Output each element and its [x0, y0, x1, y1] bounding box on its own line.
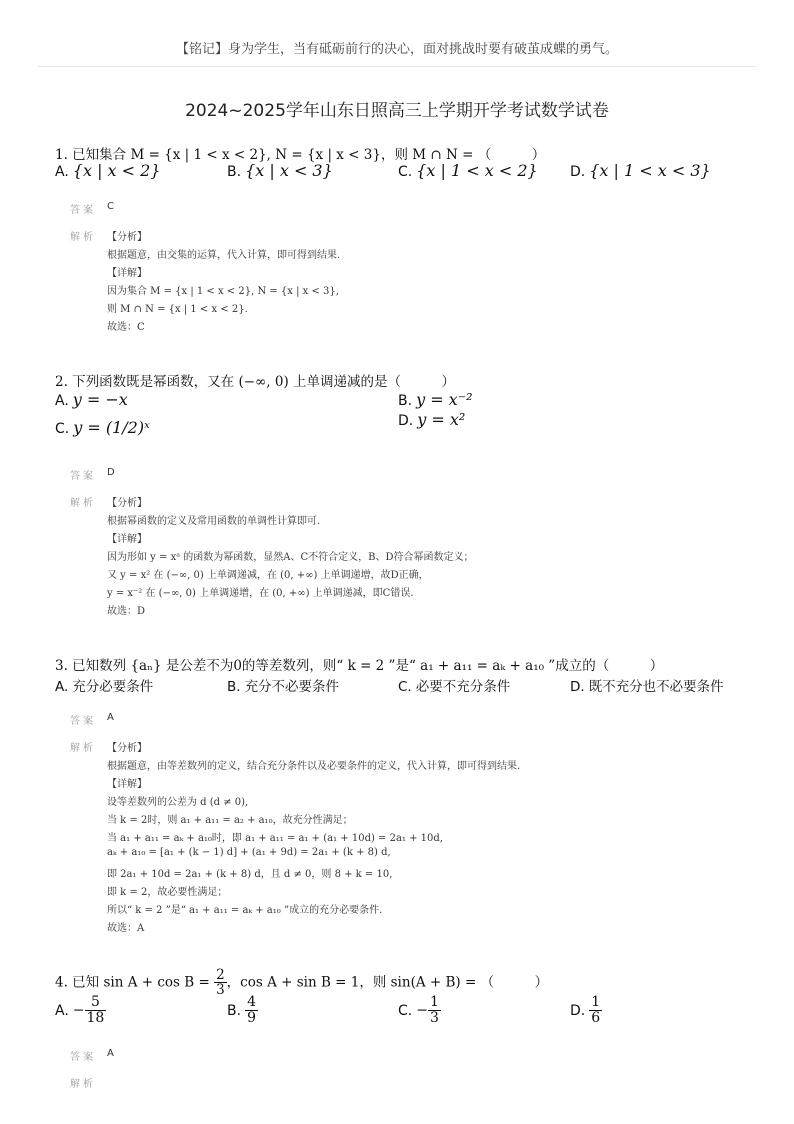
q3-analysis-line: 当 k = 2时，则 a₁ + a₁₁ = a₂ + a₁₀，故充分性满足； [107, 815, 353, 826]
fraction: $\frac{1}{6}$ [591, 994, 601, 1026]
q2-analysis-line: 【详解】 [107, 534, 147, 545]
question-2-option-b[interactable]: B. y = x⁻² [398, 390, 473, 409]
q1-analysis-line: 【分析】 [107, 232, 147, 243]
question-1-option-c[interactable]: C. {x | 1 < x < 2} [398, 161, 538, 180]
q2-analysis-line: 因为形如 y = xᵃ 的函数为幂函数，显然A、C不符合定义，B、D符合幂函数定义； [107, 552, 474, 563]
fraction: $\frac{5}{18}$ [86, 994, 105, 1026]
question-1-option-b[interactable]: B. {x | x < 3} [227, 161, 333, 180]
fraction: $\frac{2}{3}$ [216, 967, 225, 999]
q3-analysis-line: 所以“ k = 2 ”是“ a₁ + a₁₁ = aₖ + a₁₀ ”成立的充分必要条件. [107, 905, 383, 916]
analysis-label: 解析 [70, 1079, 96, 1090]
analysis-label: 解析 [70, 498, 96, 509]
q3-analysis-line: 【分析】 [107, 743, 147, 754]
q1-analysis-line: 【详解】 [107, 268, 147, 279]
fraction: $\frac{1}{3}$ [429, 994, 439, 1026]
answer-label: 答案 [70, 1052, 96, 1063]
question-2-answer: D [107, 467, 115, 478]
header-divider [38, 66, 756, 67]
question-2-option-d[interactable]: D. y = x² [398, 410, 466, 429]
q3-analysis-line: 根据题意，由等差数列的定义，结合充分条件以及必要条件的定义，代入计算，即可得到结果. [107, 761, 521, 772]
question-3-option-d[interactable]: D. 既不充分也不必要条件 [570, 679, 724, 695]
question-2-stem: 2. 下列函数既是幂函数，又在 (−∞, 0) 上单调递减的是（ ） [55, 374, 456, 390]
q3-analysis-line: 设等差数列的公差为 d (d ≠ 0), [107, 797, 249, 808]
q3-analysis-line: 【详解】 [107, 779, 147, 790]
question-4-option-b[interactable]: B. $\frac{4}{9}$ [227, 994, 256, 1026]
question-1-stem: 1. 已知集合 M = {x | 1 < x < 2}, N = {x | x < 3}，则 M ∩ N = （ ） [55, 147, 546, 163]
question-2-option-a[interactable]: A. y = −x [55, 390, 128, 409]
fraction: $\frac{4}{9}$ [247, 994, 256, 1026]
q3-analysis-line: 当 a₁ + a₁₁ = aₖ + a₁₀时，即 a₁ + a₁₁ = a₁ + (a₁ + 10d) = 2a₁ + 10d, [107, 833, 443, 844]
answer-label: 答案 [70, 471, 96, 482]
q3-analysis-line: 即 k = 2，故必要性满足； [107, 887, 228, 898]
question-1-option-d[interactable]: D. {x | 1 < x < 3} [570, 161, 711, 180]
q3-analysis-line: aₖ + a₁₀ = [a₁ + (k − 1) d] + (a₁ + 9d) = 2a₁ + (k + 8) d, [107, 847, 391, 858]
question-4-answer: A [107, 1048, 114, 1059]
question-4-option-c[interactable]: C. − $\frac{1}{3}$ [398, 994, 439, 1026]
q2-analysis-line: 又 y = x² 在 (−∞, 0) 上单调递减，在 (0, +∞) 上单调递增，故D正确， [107, 570, 429, 581]
q2-analysis-line: y = x⁻² 在 (−∞, 0) 上单调递增，在 (0, +∞) 上单调递减，即C错误. [107, 588, 414, 599]
question-4-option-d[interactable]: D. $\frac{1}{6}$ [570, 994, 601, 1026]
question-3-option-a[interactable]: A. 充分必要条件 [55, 679, 154, 695]
analysis-label: 解析 [70, 232, 96, 243]
question-1-answer: C [107, 201, 114, 212]
question-3-option-b[interactable]: B. 充分不必要条件 [227, 679, 340, 695]
question-3-answer: A [107, 712, 114, 723]
question-1-option-a[interactable]: A. {x | x < 2} [55, 161, 161, 180]
q3-analysis-line: 故选：A [107, 923, 145, 934]
answer-label: 答案 [70, 205, 96, 216]
page-title: 2024~2025学年山东日照高三上学期开学考试数学试卷 [185, 101, 609, 121]
q1-analysis-line: 则 M ∩ N = {x | 1 < x < 2}. [107, 304, 248, 315]
question-3-stem: 3. 已知数列 {aₙ} 是公差不为0的等差数列，则“ k = 2 ”是“ a₁ + a₁₁ = aₖ + a₁₀ ”成立的（ ） [55, 658, 664, 674]
question-3-option-c[interactable]: C. 必要不充分条件 [398, 679, 511, 695]
q2-analysis-line: 【分析】 [107, 498, 147, 509]
q2-analysis-line: 根据幂函数的定义及常用函数的单调性计算即可. [107, 516, 321, 527]
q3-analysis-line: 即 2a₁ + 10d = 2a₁ + (k + 8) d，且 d ≠ 0，则 8 + k = 10, [107, 869, 393, 880]
q1-analysis-line: 故选：C [107, 322, 145, 333]
analysis-label: 解析 [70, 743, 96, 754]
question-4-stem: 4. 已知 sin A + cos B = $\frac{2}{3}$ ，cos A + sin B = 1，则 sin(A + B) = （ ） [55, 967, 549, 999]
question-2-option-c[interactable]: C. y = (1/2)ˣ [55, 418, 150, 437]
question-4-option-a[interactable]: A. − $\frac{5}{18}$ [55, 994, 105, 1026]
answer-label: 答案 [70, 716, 96, 727]
q1-analysis-line: 根据题意，由交集的运算，代入计算，即可得到结果. [107, 250, 341, 261]
q2-analysis-line: 故选：D [107, 606, 146, 617]
motto-banner: 【铭记】身为学生，当有砥砺前行的决心，面对挑战时要有破茧成蝶的勇气。 [175, 42, 618, 57]
q1-analysis-line: 因为集合 M = {x | 1 < x < 2}, N = {x | x < 3}, [107, 286, 339, 297]
